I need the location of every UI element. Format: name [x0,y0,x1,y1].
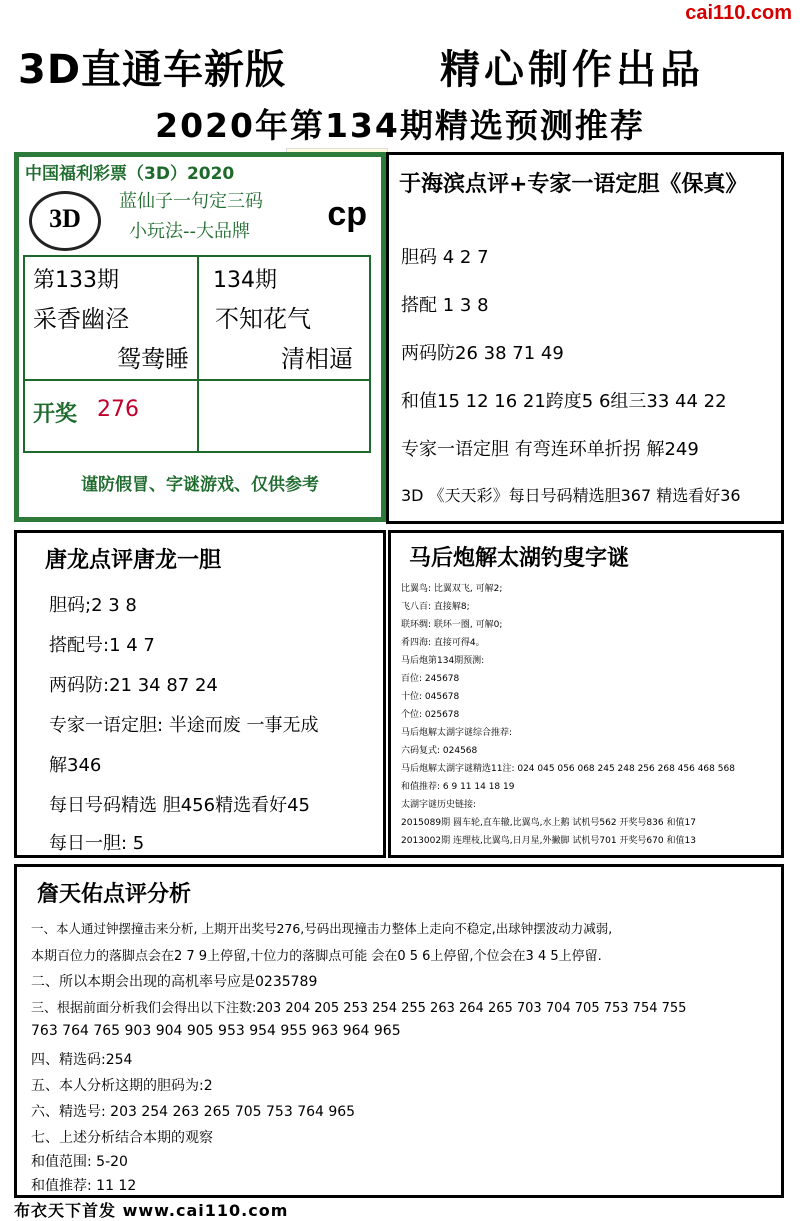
tang-line: 每日号码精选 胆456精选看好45 [49,795,310,816]
yu-line: 专家一语定胆 有弯连环单折拐 解249 [401,439,699,460]
ma-line: 2013002期 连理枝,比翼鸟,日月星,外撇脚 试机号701 开奖号670 和值13 [401,836,696,846]
yu-line: 和值15 12 16 21跨度5 6组三33 44 22 [401,391,727,412]
card-warning: 谨防假冒、字谜游戏、仅供参考 [81,475,319,495]
zhan-line: 763 764 765 903 904 905 953 954 955 963 964 965 [31,1023,401,1039]
tang-line: 搭配号:1 4 7 [49,635,155,656]
zhan-line: 一、本人通过钟摆撞击来分析, 上期开出奖号276,号码出现撞击力整体上走向不稳定,出球钟摆波动力减弱, [31,921,613,936]
ma-title: 马后炮解太湖钓叟字谜 [409,546,630,571]
prev-riddle-2: 鸳鸯睡 [117,345,189,373]
card-slogan-2: 小玩法--大品牌 [129,221,250,242]
prev-period: 第133期 [33,268,119,293]
zhan-title: 詹天佑点评分析 [37,882,192,907]
ma-line: 肴四海: 直接可得4。 [401,638,485,648]
tang-line: 专家一语定胆: 半途而废 一事无成 [49,715,319,736]
zhan-line: 五、本人分析这期的胆码为:2 [31,1078,213,1094]
zhan-line: 和值推荐: 11 12 [31,1178,137,1194]
ma-line: 六码复式: 024568 [401,746,478,756]
zhan-line: 二、所以本期会出现的高机率号应是0235789 [31,974,318,990]
riddle-grid [23,255,371,453]
zhan-line: 三、根据前面分析我们会得出以下注数:203 204 205 253 254 255 263 264 265 703 704 705 753 754 755 [31,1001,687,1016]
yu-line: 两码防26 38 71 49 [401,343,564,364]
ma-line: 联环绸: 联环一圈, 可解0; [401,620,503,630]
footer-link[interactable]: 布衣天下首发 www.cai110.com [14,1201,289,1220]
card-slogan-1: 蓝仙子一句定三码 [119,191,263,212]
tang-line: 每日一胆: 5 [49,833,145,854]
tang-line: 胆码;2 3 8 [49,595,137,616]
cur-period: 134期 [213,268,277,293]
yu-line: 搭配 1 3 8 [401,295,489,316]
page-subtitle: 2020年第134期精选预测推荐 [155,106,645,145]
ma-line: 比翼鸟: 比翼双飞, 可解2; [401,584,503,594]
lottery-card [14,152,386,522]
ma-line: 个位: 025678 [401,710,460,720]
ma-panel [388,530,784,858]
draw-label: 开奖 [33,402,78,427]
ma-line: 百位: 245678 [401,674,460,684]
card-title: 中国福利彩票（3D）2020 [25,164,235,184]
grid-divider [25,379,369,381]
ma-line: 太湖字谜历史链接: [401,800,477,810]
yu-line: 3D 《天天彩》每日号码精选胆367 精选看好36 [401,486,741,505]
site-logo[interactable]: cai110.com [685,2,792,24]
ma-line: 马后炮解太湖字谜综合推荐: [401,728,513,738]
tang-panel [14,530,386,858]
grid-divider [197,257,199,451]
ma-line: 和值推荐: 6 9 11 14 18 19 [401,782,515,792]
zhan-line: 本期百位力的落脚点会在2 7 9上停留,十位力的落脚点可能 会在0 5 6上停留,个位会在3 4 5上停留. [31,949,602,964]
zhan-line: 和值范围: 5-20 [31,1154,128,1170]
draw-value: 276 [97,397,139,422]
zhan-line: 四、精选码:254 [31,1052,133,1068]
yu-panel [386,152,784,524]
zhan-panel [14,864,784,1198]
zhan-line: 七、上述分析结合本期的观察 [31,1130,213,1146]
cur-riddle-1: 不知花气 [215,305,311,333]
tang-line: 解346 [49,755,102,776]
page-title-left: 3D直通车新版 [18,47,287,93]
ma-line: 十位: 045678 [401,692,460,702]
zhan-line: 六、精选号: 203 254 263 265 705 753 764 965 [31,1104,356,1120]
prev-riddle-1: 采香幽泾 [33,305,129,333]
cur-riddle-2: 清相逼 [281,345,353,373]
page-title-right: 精心制作出品 [440,47,704,93]
ma-line: 马后炮第134期预测: [401,656,485,666]
yu-title: 于海滨点评+专家一语定胆《保真》 [399,172,748,197]
ma-line: 2015089期 圆车轮,直车辙,比翼鸟,水上鹅 试机号562 开奖号836 和值17 [401,818,696,828]
tang-line: 两码防:21 34 87 24 [49,675,218,696]
yu-line: 胆码 4 2 7 [401,247,489,268]
ma-line: 马后炮解太湖字谜精选11注: 024 045 056 068 245 248 256 268 456 468 568 [401,764,735,774]
cp-logo-icon: cp [327,195,367,233]
3d-logo-icon: 3D [29,191,101,251]
ma-line: 飞八百: 直接解8; [401,602,470,612]
tang-title: 唐龙点评唐龙一胆 [45,548,222,573]
